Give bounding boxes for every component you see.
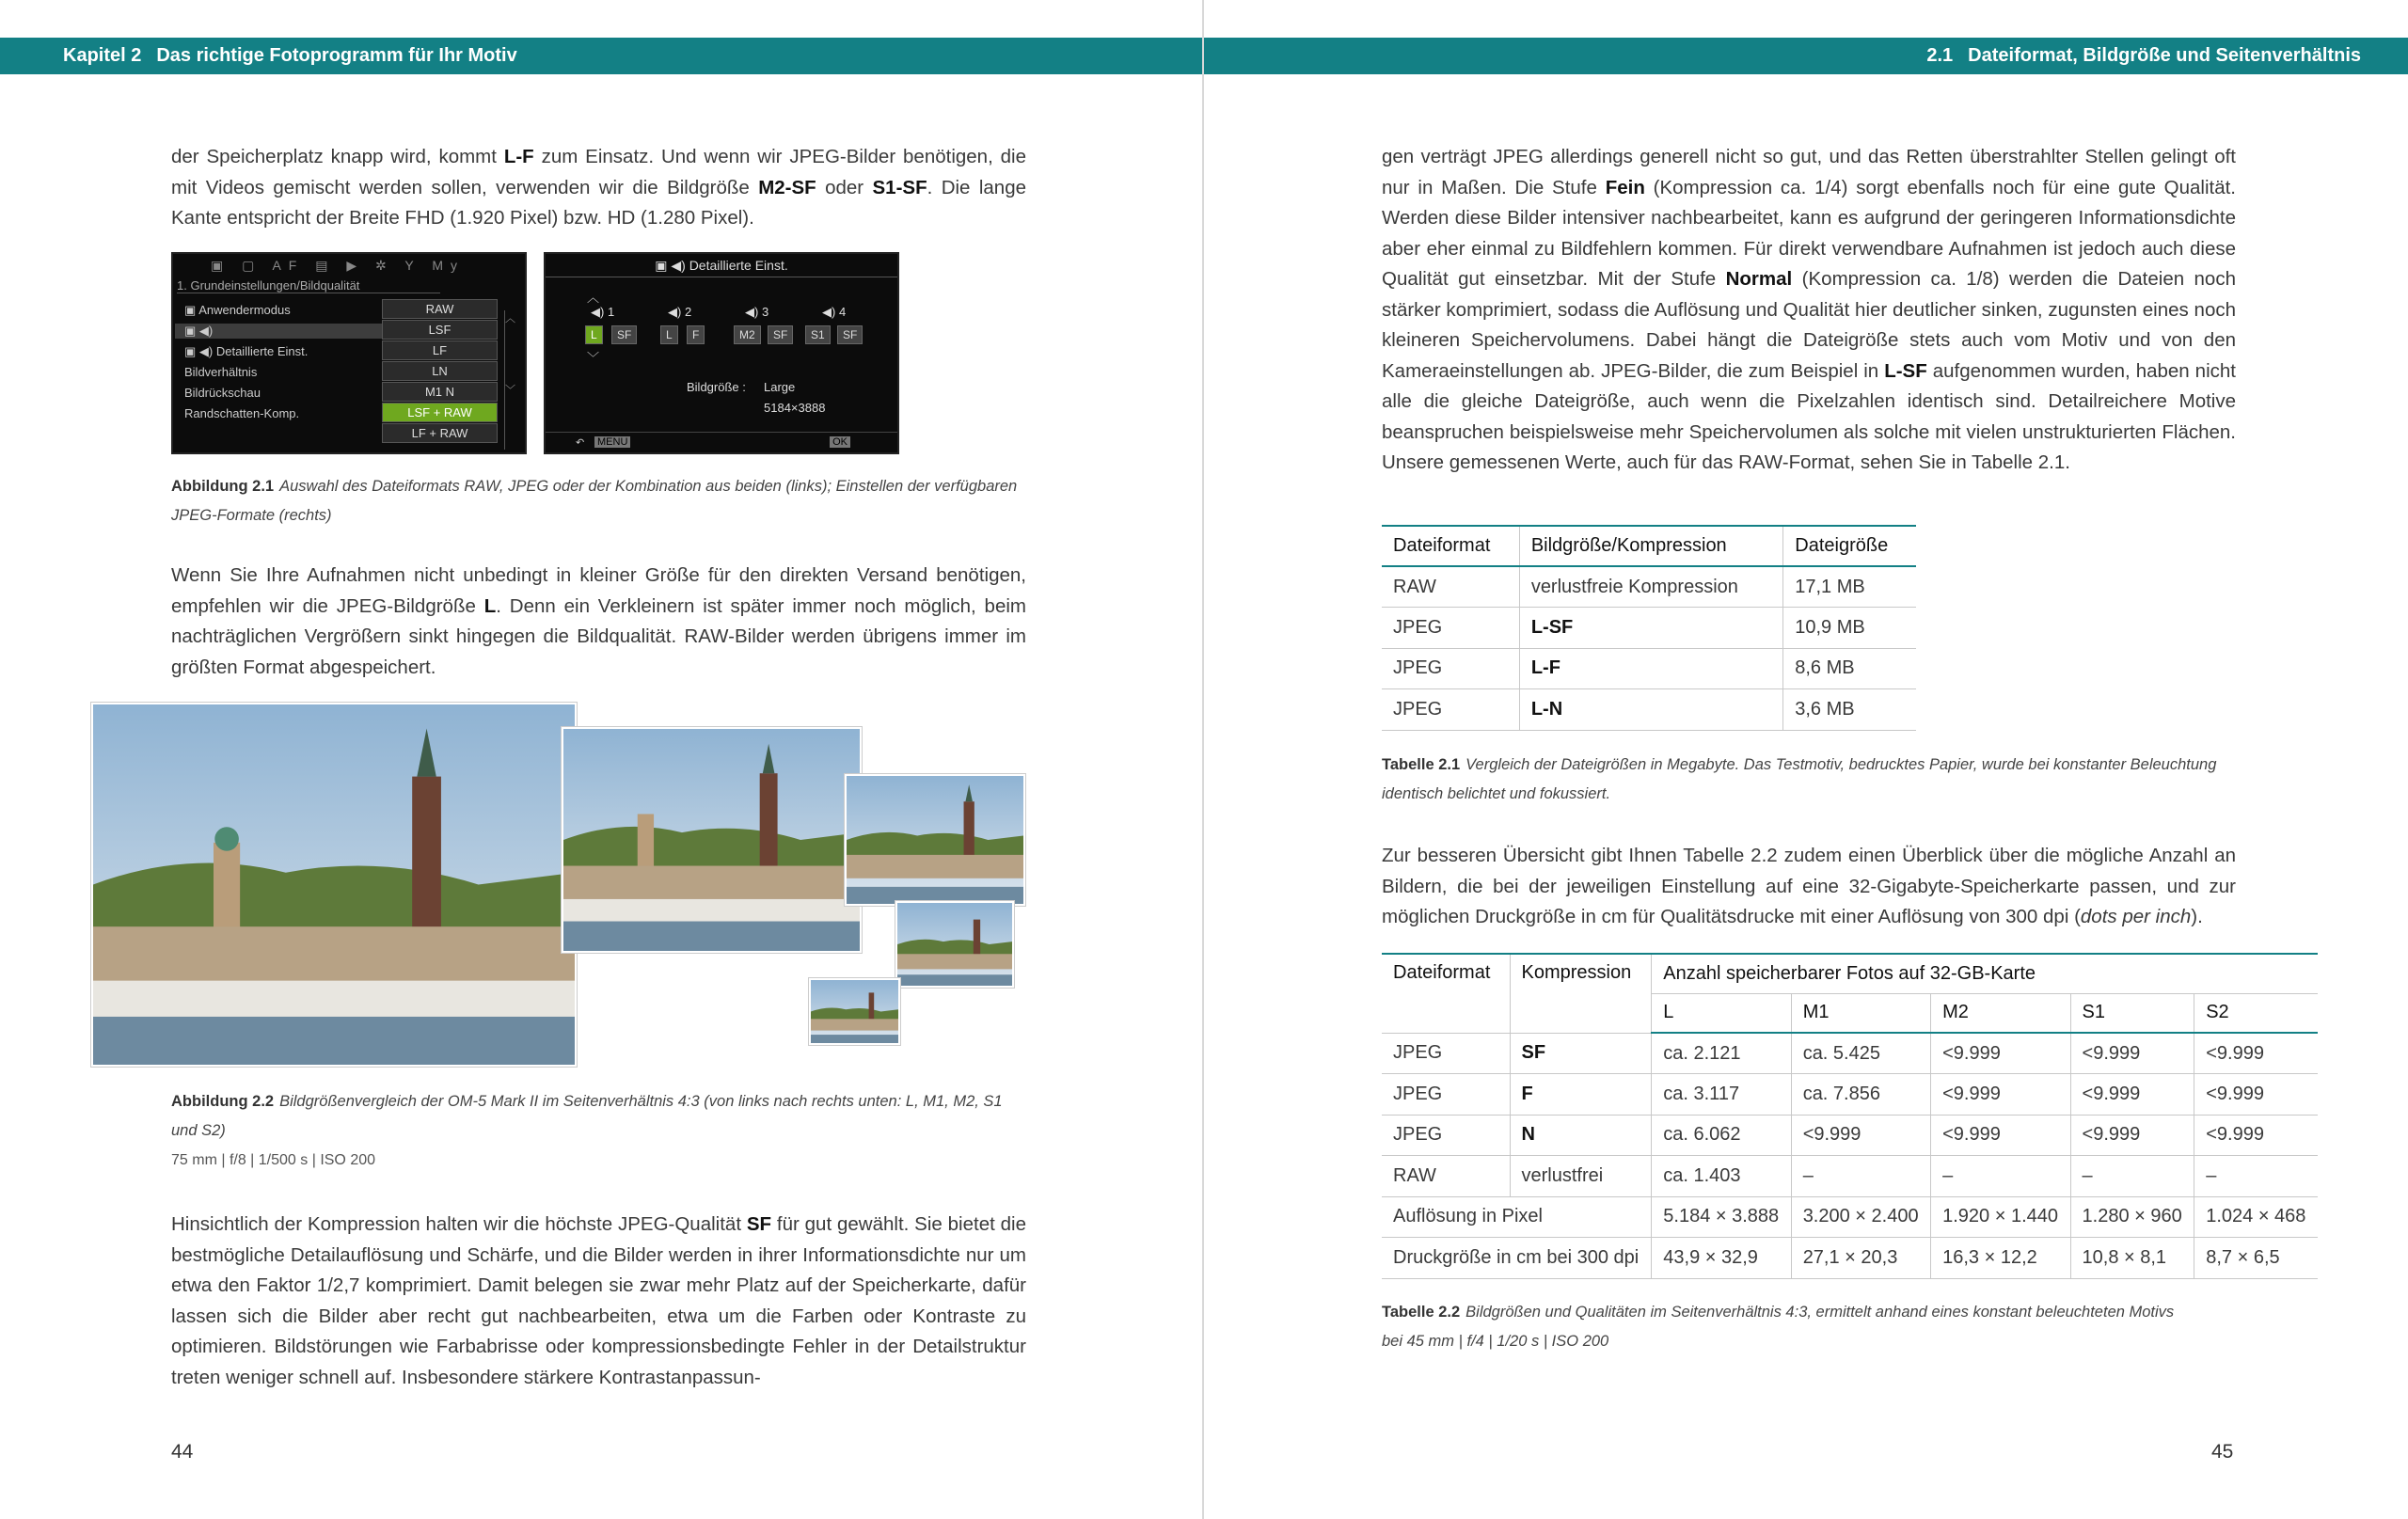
photo-size-M2 [845,774,1025,906]
left-paragraph-1: der Speicherplatz knapp wird, kommt L-F zum Einsatz. Und wenn wir JPEG-Bilder benötigen, die mit Videos gemischt werden sollen, verwenden wir die Bildgröße M2-SF oder S1-SF. Die lange Kante entspricht der Breite FHD (1.920 Pixel) bzw. HD (1.280 Pixel). [171,146,1026,229]
section-number: 2.1 [1926,45,1954,66]
camera-option: LN [382,361,498,381]
camera-option: LF + RAW [382,423,498,443]
table-header-cell: Dateiformat [1382,954,1510,1033]
table-row: JPEG L-F 8,6 MB [1382,648,1916,689]
chevron-up-icon: ︿ [587,291,600,305]
image-size-pixels: 5184×3888 [764,401,826,415]
table-subheader-row: L M1 M2 S1 S2 [1382,993,2318,1033]
table-row-print-size: Druckgröße in cm bei 300 dpi 43,9 × 32,9 27,1 × 20,3 16,3 × 12,2 10,8 × 8,1 8,7 × 6,5 [1382,1238,2318,1279]
camera-menu-row: Bildverhältnis [184,365,258,379]
camera-option-active: LSF + RAW [382,403,498,422]
camera-menu-subtitle: 1. Grundeinstellungen/Bildqualität [177,278,440,293]
camera-menu-row-selected: ▣ ◀) [175,324,401,339]
right-running-header [1204,38,2408,74]
left-paragraph-3: Hinsichtlich der Kompression halten wir die höchste JPEG-Qualität SF für gut gewählt. Sie bietet die bestmögliche Detailauflösung und Schärfe, und die Bilder werden in ihrer Informationsdichte nur um etwa den Faktor 1/2,7 komprimiert. Damit belegen sie zwar mehr Platz auf der Speicherkarte, dafür lassen sich die Bilder aber recht gut nachbearbeiten, etwa um die Farben oder Kontraste zu optimieren. Bildstörungen wie Farbabrisse oder kompressionsbedingte Fehler in der Detailstruktur treten weniger schnell auf. Insbesondere stärkere Kontrastanpassun- [171,1213,1026,1388]
camera-option: RAW [382,299,498,319]
camera-menu-row: Randschatten-Komp. [184,406,300,420]
right-paragraph-1: gen verträgt JPEG allerdings generell nicht so gut, und das Retten überstrahlter Stellen gelingt oft nur in Maßen. Die Stufe Fein (Kompression ca. 1/4) sorgt ebenfalls noch für eine gute Qualität. Werden diese Bilder intensiver nachbearbeitet, kann es aufgrund der geringeren Informationsdichte aber eher einmal zu Bildfehlern kommen. Für direkt verwendbare Aufnahmen ist jedoch auch diese Qualität gut einsetzbar. Mit der Stufe Normal (Kompression ca. 1/8) werden die Dateien noch stärker komprimiert, sodass die Auflösung und Qualität hier deutlicher sinken, zugunsten eines noch kleineren Speichervolumens. Dabei hängt die Dateigröße stets auch vom Motiv und von den Kameraeinstellungen ab. JPEG-Bilder, die zum Beispiel in L-SF aufgenommen wurden, haben nicht alle die gleiche Dateigröße, auch wenn die Pixelzahlen identisch sind. Detailreichere Motive beanspruchen beispielsweise mehr Speichervolumen als solche mit vielen unstrukturierten Flächen. Unsere gemessenen Werte, auch für das RAW-Format, sehen Sie in Tabelle 2.1. [1382,146,2236,473]
image-size-label: Bildgröße : [687,380,746,394]
camera-option: LSF [382,320,498,340]
back-arrow-icon: ↶ [576,437,585,449]
camera-menu-row: ▣ ◀) Detaillierte Einst. [184,344,309,358]
quality-chip: SF [837,325,863,344]
figure-2-1-caption: Abbildung 2.1 Auswahl des Dateiformats RAW, JPEG oder der Kombination aus beiden (links); Einstellen der verfügbaren JPEG-Formate (rechts) [171,478,1018,524]
camera-detail-screenshot [544,252,899,454]
ok-key: OK [830,436,850,448]
table-header-cell: Dateiformat [1382,526,1519,566]
table-2-2-caption: Tabelle 2.2 Bildgrößen und Qualitäten im Seitenverhältnis 4:3, ermittelt anhand eines konstant beleuchteten Motivs bei 45 mm | f/4 | 1/20 s | ISO 200 [1382,1304,2175,1350]
table-row: JPEG F ca. 3.117 ca. 7.856 <9.999 <9.999 <9.999 [1382,1074,2318,1116]
figure-2-2-meta: 75 mm | f/8 | 1/500 s | ISO 200 [171,1152,376,1168]
photo-size-L [91,703,577,1067]
quality-chip: SF [611,325,637,344]
table-header-cell: Dateigröße [1783,526,1916,566]
table-row: JPEG L-N 3,6 MB [1382,689,1916,731]
camera-option: M1 N [382,382,498,402]
table-row: JPEG N ca. 6.062 <9.999 <9.999 <9.999 <9.999 [1382,1115,2318,1156]
camera-tab-icons: ▣ ▢ AF ▤ ▶ ✲ Y My [211,258,466,273]
table-2-1-caption: Tabelle 2.1 Vergleich der Dateigrößen in Megabyte. Das Testmotiv, bedrucktes Papier, wurde bei konstanter Beleuchtung identisch belichtet und fokussiert. [1382,756,2217,802]
section-title: Dateiformat, Bildgröße und Seitenverhältnis [1968,45,2361,66]
left-paragraph-2: Wenn Sie Ihre Aufnahmen nicht unbedingt in kleiner Größe für den direkten Versand benötigen, empfehlen wir die JPEG-Bildgröße L. Denn ein Verkleinern ist später immer noch möglich, beim nachträglichen Vergrößern sinkt hingegen die Bildqualität. RAW-Bilder werden übrigens immer im größten Format abgespeichert. [171,564,1026,678]
size-chip-active: L [585,325,603,344]
table-row: RAW verlustfreie Kompression 17,1 MB [1382,566,1916,608]
menu-key: MENU [594,436,630,448]
photo-size-M1 [562,727,862,953]
page-number-right: 45 [2211,1441,2234,1463]
camera-menu-row: Bildrückschau [184,386,261,400]
size-chip: S1 [805,325,831,344]
table-2-2 [1382,953,2318,1279]
right-paragraph-2: Zur besseren Übersicht gibt Ihnen Tabelle 2.2 zudem einen Überblick über die mögliche Anzahl an Bildern, die bei der jeweiligen Einstellung auf eine 32-Gigabyte-Speicherkarte passen, und zur möglichen Druckgröße in cm für Qualitätsdrucke mit einer Auflösung von 300 dpi (dots per inch). [1382,845,2236,927]
photo-size-S1 [895,901,1014,988]
chevron-down-icon: ﹀ [587,351,600,365]
camera-scrollbar: ︿ ﹀ [504,310,515,450]
size-chip: L [660,325,678,344]
camera-option: LF [382,340,498,360]
slot-label: ◀) 2 [668,305,692,319]
table-row: RAW verlustfrei ca. 1.403 – – – – [1382,1156,2318,1197]
table-header-cell: Anzahl speicherbarer Fotos auf 32-GB-Karte [1652,954,2318,993]
image-size-value: Large [764,380,796,394]
slot-label: ◀) 3 [745,305,769,319]
table-header-row [1382,954,2318,993]
table-row-resolution: Auflösung in Pixel 5.184 × 3.888 3.200 × 2.400 1.920 × 1.440 1.280 × 960 1.024 × 468 [1382,1196,2318,1238]
table-row: JPEG SF ca. 2.121 ca. 5.425 <9.999 <9.999 <9.999 [1382,1033,2318,1074]
slot-label: ◀) 1 [591,305,615,319]
table-2-1 [1382,525,1916,731]
table-header-cell: Bildgröße/Kompression [1519,526,1782,566]
chapter-number: Kapitel 2 [63,45,142,66]
camera-menu-screenshot [171,252,527,454]
camera-menu-row: ▣ Anwendermodus [184,303,291,317]
quality-chip: SF [768,325,793,344]
slot-label: ◀) 4 [822,305,847,319]
size-chip: M2 [734,325,761,344]
figure-2-2-caption: Abbildung 2.2 Bildgrößenvergleich der OM-5 Mark II im Seitenverhältnis 4:3 (von links nach rechts unten: L, M1, M2, S1 und S2) 75 mm | f/8 | 1/500 s | ISO 200 [171,1093,1003,1168]
table-header-cell: Kompression [1510,954,1652,1033]
table-2-2-meta: bei 45 mm | f/4 | 1/20 s | ISO 200 [1382,1333,1609,1350]
chapter-title: Das richtige Fotoprogramm für Ihr Motiv [156,45,517,66]
table-header-row [1382,526,1916,566]
left-running-header [0,38,1204,74]
page-number-left: 44 [171,1441,194,1463]
table-row: JPEG L-SF 10,9 MB [1382,608,1916,649]
photo-size-S2 [809,978,900,1045]
camera-detail-title: ▣ ◀) Detaillierte Einst. [546,258,897,277]
camera-footer [546,432,897,452]
quality-chip: F [687,325,705,344]
